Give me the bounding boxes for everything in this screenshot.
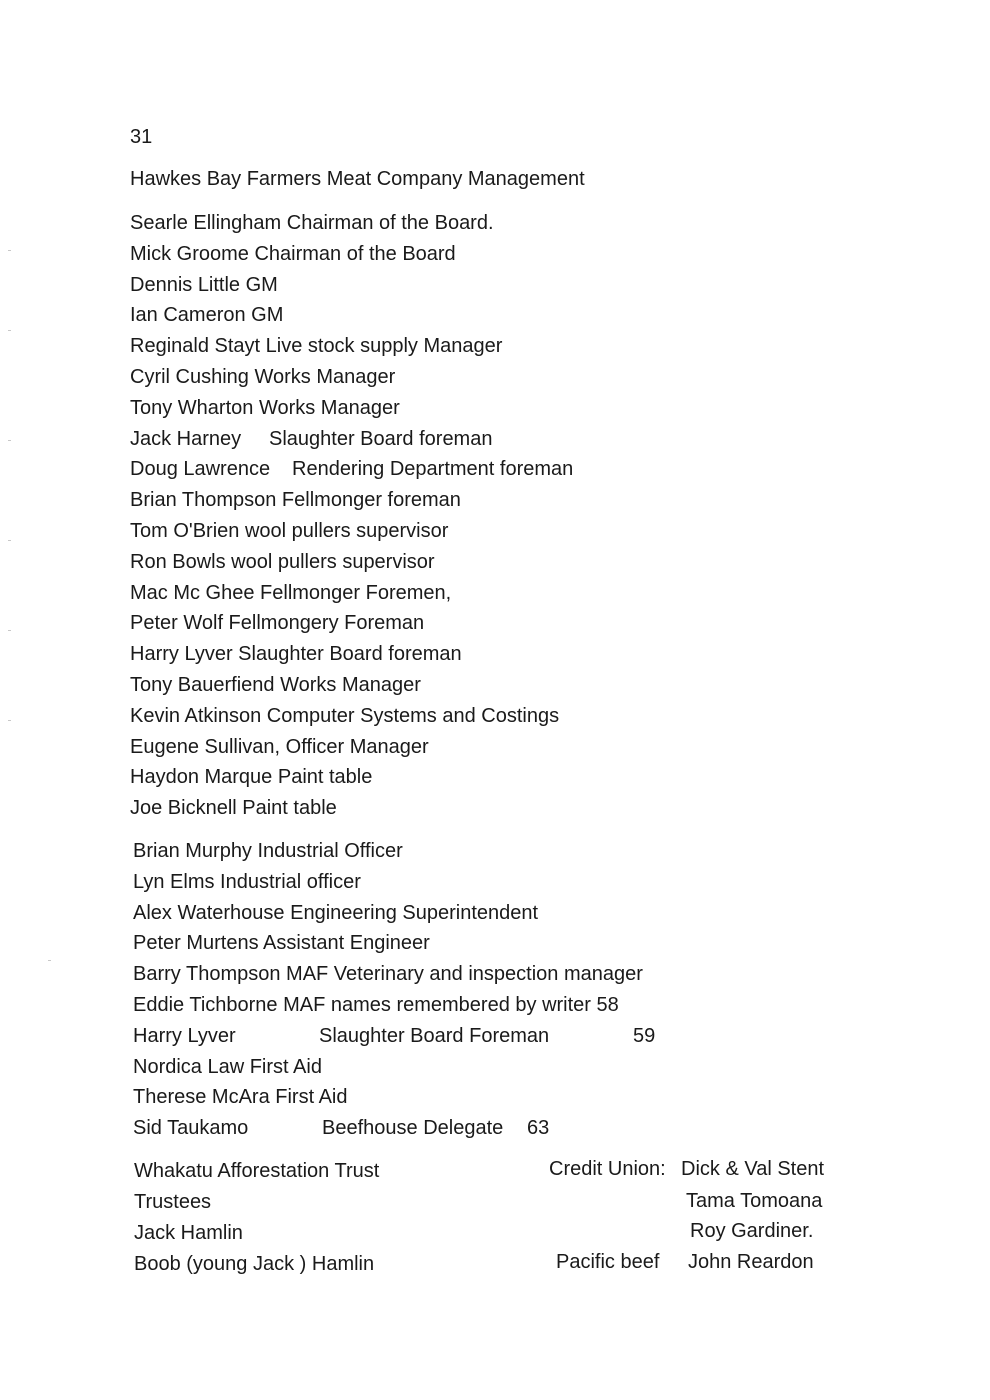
list-item [130, 426, 559, 457]
trustee: Jack Hamlin [134, 1222, 243, 1244]
list-item: Brian Thompson Fellmonger foreman [130, 489, 461, 512]
credit-union-block [0, 1156, 990, 1296]
list-item: Barry Thompson MAF Veterinary and inspection manager [133, 963, 643, 986]
list-item: Harry Lyver Slaughter Board foreman [130, 643, 462, 666]
list-item: Reginald Stayt Live stock supply Manager [130, 335, 503, 358]
person-role: Rendering Department foreman [292, 458, 574, 481]
list-item: Mick Groome Chairman of the Board [130, 242, 456, 265]
scan-margin-mark [8, 330, 11, 331]
page-reference: 63 [527, 1117, 550, 1140]
page-heading: Hawkes Bay Farmers Meat Company Management [130, 168, 585, 190]
scan-margin-mark [8, 540, 11, 541]
trustee: Boob (young Jack ) Hamlin [134, 1253, 375, 1275]
list-item: Ron Bowls wool pullers supervisor [130, 550, 435, 573]
list-item [133, 1115, 643, 1146]
list-item: Mac Mc Ghee Fellmonger Foremen, [130, 581, 452, 604]
list-item: Peter Murtens Assistant Engineer [133, 932, 430, 955]
list-item: Cyril Cushing Works Manager [130, 365, 396, 388]
scan-margin-mark [8, 440, 11, 441]
list-item: Joe Bicknell Paint table [130, 797, 337, 820]
list-item [130, 456, 574, 487]
list-item: Therese McAra First Aid [133, 1086, 348, 1109]
trustees-label: Trustees [134, 1191, 212, 1213]
list-item: Alex Waterhouse Engineering Superintendent [133, 901, 539, 924]
list-item: Brian Murphy Industrial Officer [133, 840, 403, 862]
scan-margin-mark [8, 250, 11, 251]
page-reference: 59 [633, 1024, 656, 1047]
credit-union-label: Credit Union: [549, 1158, 666, 1180]
list-item: Eugene Sullivan, Officer Manager [130, 735, 429, 758]
pacific-beef-name: John Reardon [688, 1251, 814, 1273]
credit-union-name: Dick & Val Stent [681, 1158, 825, 1180]
person-name: Doug Lawrence [130, 458, 271, 481]
page-number: 31 [130, 126, 153, 148]
staff-list [133, 838, 656, 1146]
person-name: Harry Lyver [133, 1024, 236, 1047]
trust-title: Whakatu Afforestation Trust [134, 1160, 380, 1182]
scan-margin-mark [48, 960, 51, 961]
list-item: Ian Cameron GM [130, 304, 284, 327]
management-list [130, 210, 574, 826]
list-item: Peter Wolf Fellmongery Foreman [130, 612, 425, 635]
scan-margin-mark [8, 630, 11, 631]
list-item: Tony Wharton Works Manager [130, 396, 400, 419]
list-item: Tom O'Brien wool pullers supervisor [130, 519, 449, 542]
list-item: Tony Bauerfiend Works Manager [130, 673, 421, 696]
list-item [133, 1023, 656, 1054]
list-item: Eddie Tichborne MAF names remembered by writer 58 [133, 993, 619, 1016]
scan-margin-mark [8, 720, 11, 721]
list-item: Haydon Marque Paint table [130, 766, 373, 789]
credit-union-name: Tama Tomoana [686, 1190, 823, 1212]
list-item: Dennis Little GM [130, 273, 278, 296]
person-role: Slaughter Board Foreman [319, 1024, 550, 1047]
person-name: Sid Taukamo [133, 1117, 249, 1140]
list-item: Searle Ellingham Chairman of the Board. [130, 212, 494, 234]
credit-union-name: Roy Gardiner. [690, 1220, 814, 1242]
list-item: Kevin Atkinson Computer Systems and Costings [130, 704, 560, 727]
person-role: Slaughter Board foreman [269, 427, 493, 450]
list-item: Lyn Elms Industrial officer [133, 870, 361, 893]
person-name: Jack Harney [130, 427, 242, 450]
person-role: Beefhouse Delegate [322, 1117, 504, 1140]
list-item: Nordica Law First Aid [133, 1055, 322, 1078]
pacific-beef-label: Pacific beef [556, 1251, 660, 1273]
